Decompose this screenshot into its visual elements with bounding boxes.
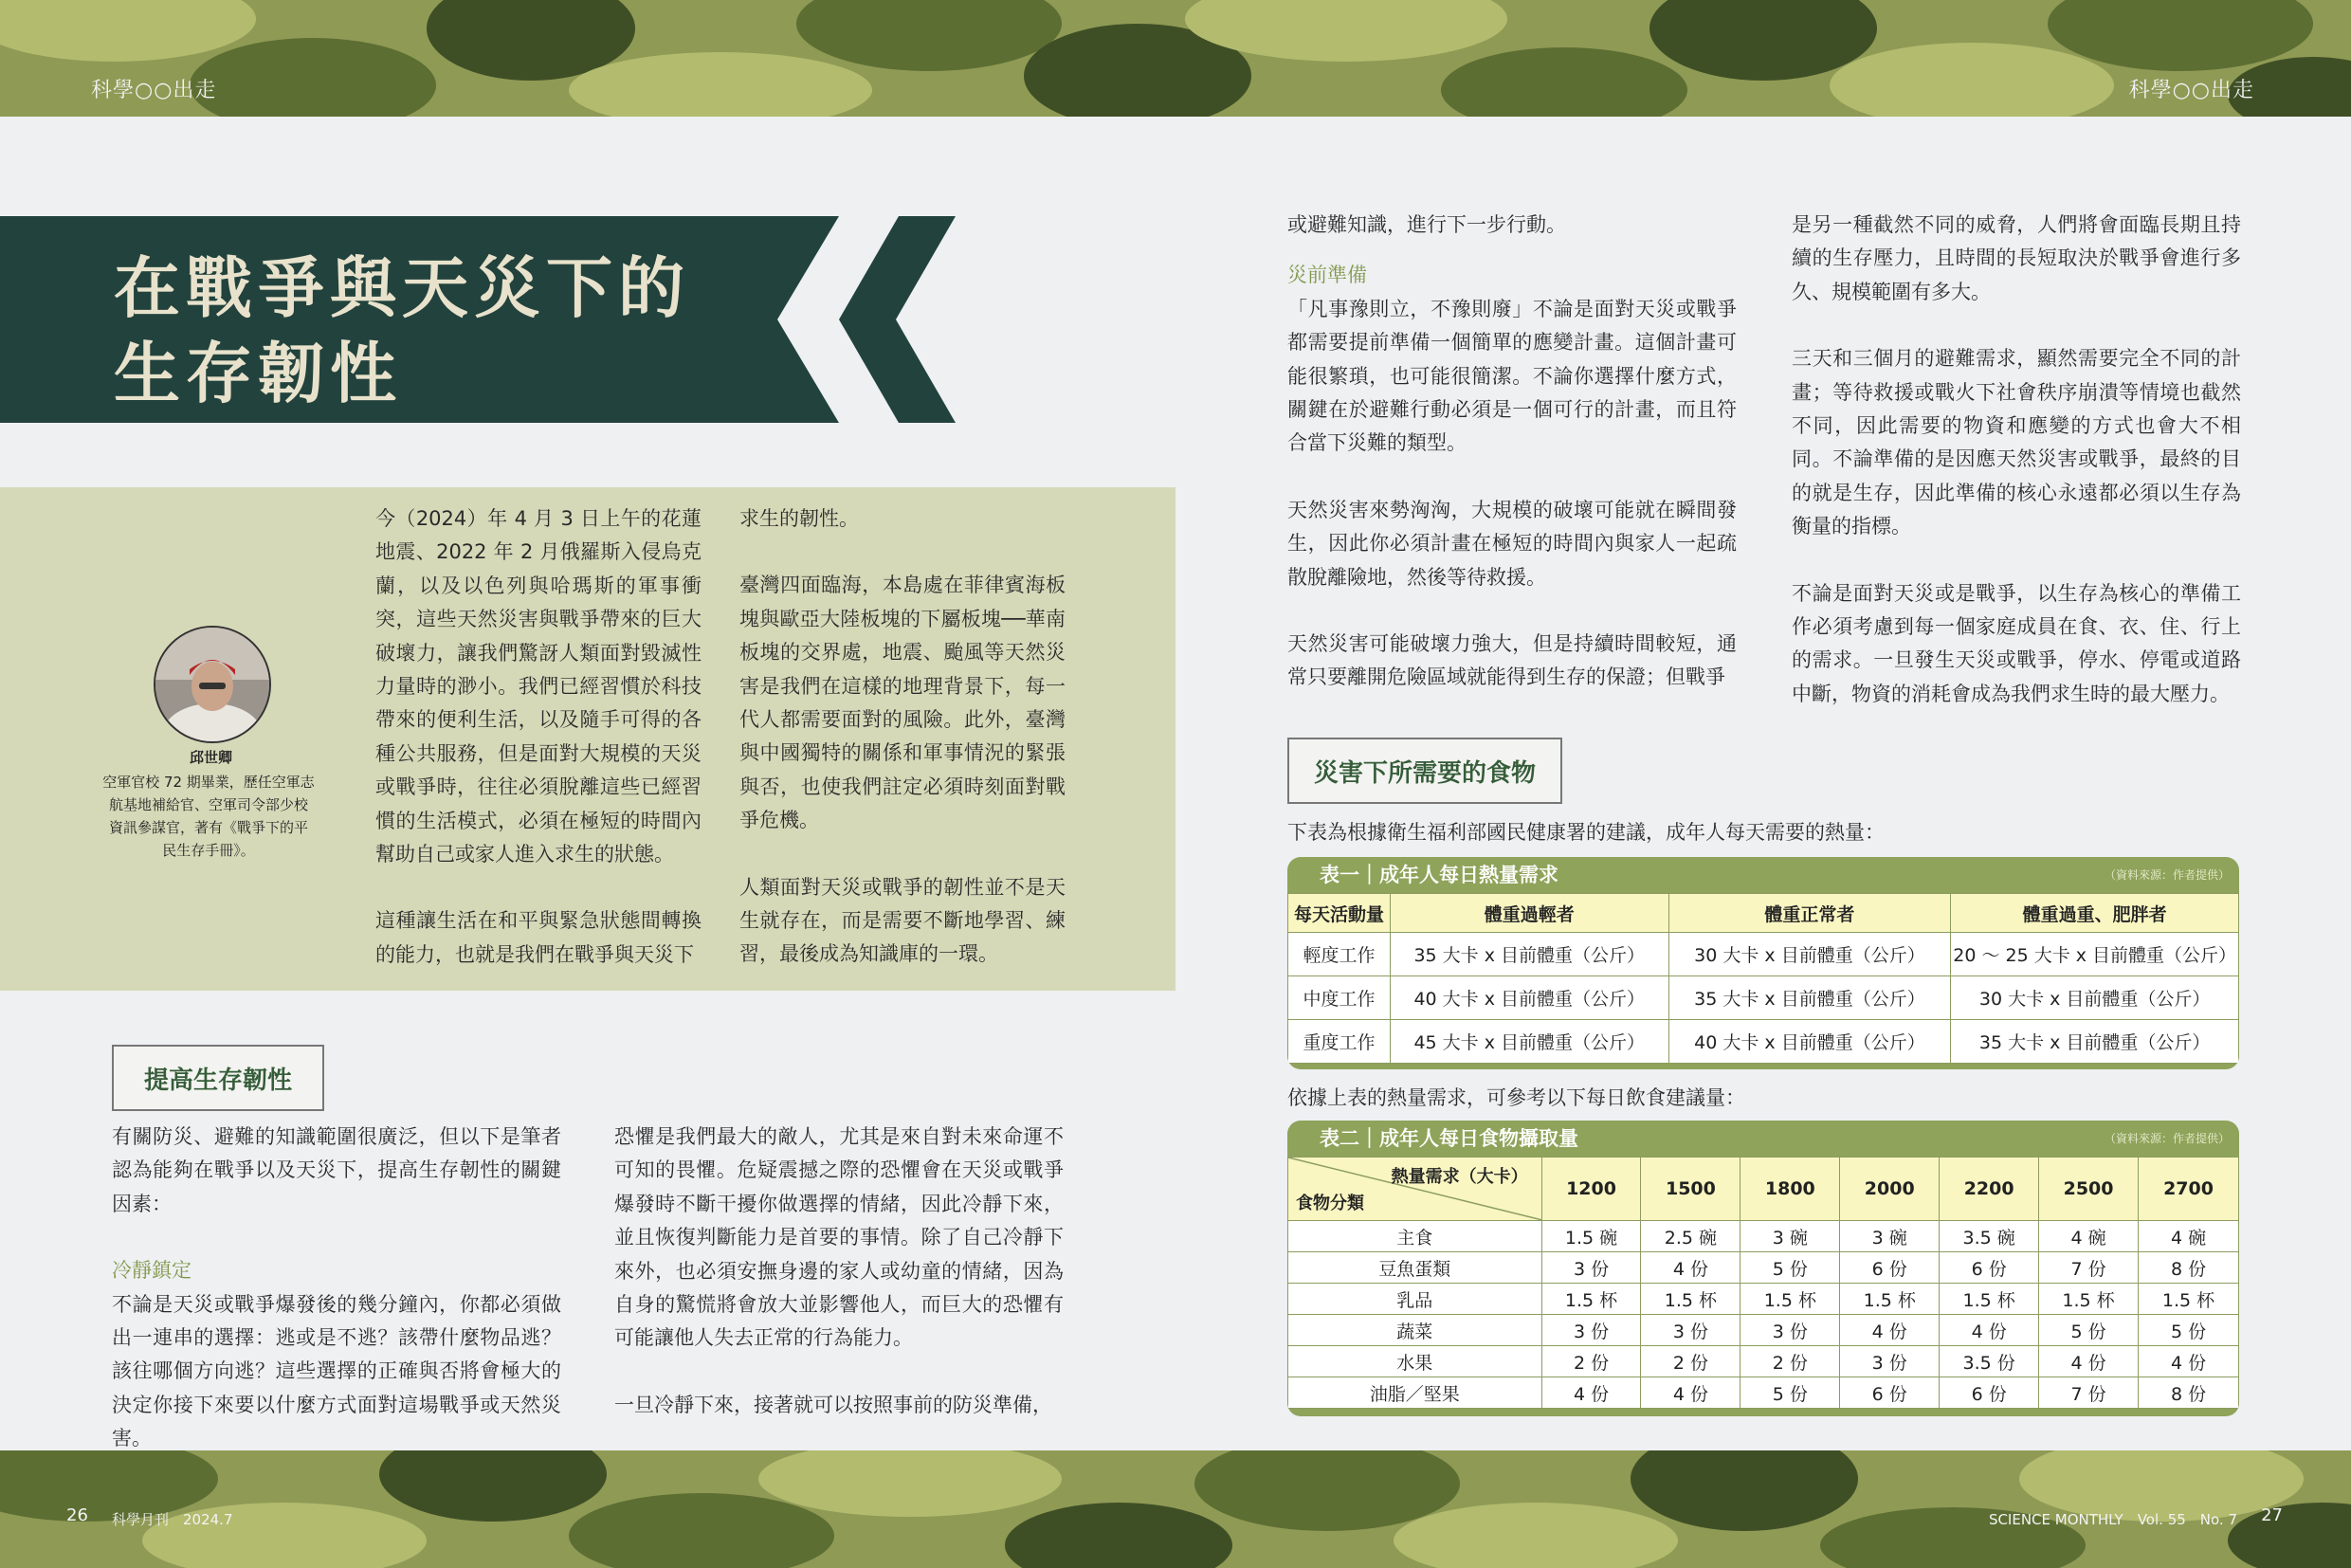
- table-header-cell: 2500: [2039, 1158, 2139, 1221]
- table-row: [1288, 1020, 2239, 1064]
- table-cell: 4 份: [1840, 1315, 1940, 1346]
- table-cell: 5 份: [1740, 1252, 1840, 1284]
- table-cell: 7 份: [2039, 1377, 2139, 1409]
- table-cell: 3 份: [1740, 1315, 1840, 1346]
- table-header-cell: 2200: [1940, 1158, 2039, 1221]
- title-line-2: 生存韌性: [114, 334, 402, 412]
- table-cell: 3.5 碗: [1940, 1221, 2039, 1252]
- corner-bottom-label: 食物分類: [1296, 1194, 1364, 1213]
- table-cell: 4 份: [2139, 1346, 2239, 1377]
- table-cell: 6 份: [1940, 1377, 2039, 1409]
- table-cell: 3 份: [1541, 1252, 1641, 1284]
- table-header-cell: 體重過重、肥胖者: [1951, 894, 2239, 933]
- table1-title: [1287, 857, 2239, 893]
- table2-title: [1287, 1121, 2239, 1157]
- table-row: [1288, 1377, 2239, 1409]
- top-camo-band: [0, 0, 2351, 117]
- page-number-left: 26: [66, 1505, 88, 1525]
- table-cell: 30 大卡 x 目前體重（公斤）: [1668, 933, 1951, 976]
- right-column-2: [1792, 209, 2241, 711]
- table-header-row: [1288, 1158, 2239, 1221]
- table-cell: 2 份: [1740, 1346, 1840, 1377]
- table-header-cell: 2700: [2139, 1158, 2239, 1221]
- table-cell: 重度工作: [1288, 1020, 1391, 1064]
- table-cell: 2.5 碗: [1641, 1221, 1740, 1252]
- table-cell: 40 大卡 x 目前體重（公斤）: [1390, 976, 1668, 1020]
- body-paragraph: 不論是天災或戰爭爆發後的幾分鐘內，你都必須做出一連串的選擇：逃或是不逃？該帶什麼物品逃？該往哪個方向逃？這些選擇的正確與否將會極大的決定你接下來要以什麼方式面對這場戰爭或天然災害。: [112, 1292, 561, 1450]
- table-cell: 3.5 份: [1940, 1346, 2039, 1377]
- table-cell: 輕度工作: [1288, 933, 1391, 976]
- table-cell: 4 碗: [2139, 1221, 2239, 1252]
- table-cell: 1.5 杯: [1641, 1284, 1740, 1315]
- table-cell: 4 份: [2039, 1346, 2139, 1377]
- body-paragraph: 天然災害來勢洶洶，大規模的破壞可能就在瞬間發生，因此你必須計畫在極短的時間內與家人一起疏散脫離險地，然後等待救援。: [1287, 498, 1737, 589]
- body-paragraph: 三天和三個月的避難需求，顯然需要完全不同的計畫；等待救援或戰火下社會秩序崩潰等情境也截然不同，因此需要的物資和應變的方式也會大不相同。不論準備的是因應天然災害或戰爭，最終的目的就是生存，因此準備的核心永遠都必須以生存為衡量的指標。: [1792, 347, 2241, 538]
- title-line-1: 在戰爭與天災下的: [114, 248, 690, 327]
- table-row: [1288, 1284, 2239, 1315]
- body-paragraph: 一旦冷靜下來，接著就可以按照事前的防災準備，: [614, 1393, 1052, 1416]
- table-cell: 主食: [1288, 1221, 1542, 1252]
- table-cell: 1.5 杯: [2139, 1284, 2239, 1315]
- table-cell: 4 份: [1940, 1315, 2039, 1346]
- table-cell: 1.5 碗: [1541, 1221, 1641, 1252]
- table-cell: 45 大卡 x 目前體重（公斤）: [1390, 1020, 1668, 1064]
- table-cell: 7 份: [2039, 1252, 2139, 1284]
- table-row: [1288, 1346, 2239, 1377]
- subheading-preparation: 災前準備: [1287, 264, 1367, 287]
- table-cell: 1.5 杯: [2039, 1284, 2139, 1315]
- corner-top-label: 熱量需求（大卡）: [1391, 1167, 1528, 1187]
- footer-left-title: 科學月刊 2024.7: [112, 1511, 233, 1528]
- section-heading-resilience: 提高生存韌性: [112, 1045, 324, 1111]
- table-row: [1288, 1252, 2239, 1284]
- author-name: 邱世卿: [190, 749, 233, 766]
- body-paragraph: 或避難知識，進行下一步行動。: [1287, 213, 1566, 236]
- section1-column-2: [614, 1121, 1064, 1422]
- table-cell: 2 份: [1641, 1346, 1740, 1377]
- intro-paragraph: 人類面對天災或戰爭的韌性並不是天生就存在，而是需要不斷地學習、練習，最後成為知識庫的一環。: [739, 875, 1066, 966]
- right-column-1: [1287, 209, 1737, 695]
- table-cell: 6 份: [1840, 1377, 1940, 1409]
- table-cell: 8 份: [2139, 1377, 2239, 1409]
- table-cell: 35 大卡 x 目前體重（公斤）: [1668, 976, 1951, 1020]
- table-header-cell: 1800: [1740, 1158, 1840, 1221]
- table-cell: 油脂／堅果: [1288, 1377, 1542, 1409]
- page-number-right: 27: [2261, 1505, 2283, 1525]
- table-row: [1288, 933, 2239, 976]
- table-cell: 豆魚蛋類: [1288, 1252, 1542, 1284]
- table-cell: 5 份: [2039, 1315, 2139, 1346]
- footer-right-title: SCIENCE MONTHLY Vol. 55 No. 7: [1988, 1511, 2237, 1528]
- table2-card: [1287, 1121, 2239, 1416]
- table-row: [1288, 976, 2239, 1020]
- table-cell: 6 份: [1940, 1252, 2039, 1284]
- table2-food-intake: [1287, 1157, 2239, 1409]
- header-left: 科學○○出走: [91, 79, 217, 102]
- body-paragraph: 天然災害可能破壞力強大，但是持續時間較短，通常只要離開危險區域就能得到生存的保證；但戰爭: [1287, 632, 1737, 689]
- table-corner-cell: [1288, 1158, 1542, 1221]
- table-cell: 5 份: [2139, 1315, 2239, 1346]
- table-cell: 1.5 杯: [1740, 1284, 1840, 1315]
- table-header-cell: 體重過輕者: [1390, 894, 1668, 933]
- table-cell: 4 份: [1541, 1377, 1641, 1409]
- intro-paragraph: 求生的韌性。: [739, 507, 859, 530]
- table1-source: （資料來源：作者提供）: [2104, 868, 2230, 882]
- table-cell: 40 大卡 x 目前體重（公斤）: [1668, 1020, 1951, 1064]
- table1-intro: 下表為根據衛生福利部國民健康署的建議，成年人每天需要的熱量：: [1287, 821, 1885, 844]
- table-cell: 乳品: [1288, 1284, 1542, 1315]
- body-paragraph: 是另一種截然不同的威脅，人們將會面臨長期且持續的生存壓力，且時間的長短取決於戰爭會進行多久、規模範圍有多大。: [1792, 213, 2241, 303]
- table2-intro: 依據上表的熱量需求，可參考以下每日飲食建議量：: [1287, 1086, 1745, 1109]
- table-cell: 1.5 杯: [1541, 1284, 1641, 1315]
- table-cell: 4 碗: [2039, 1221, 2139, 1252]
- author-avatar: [154, 626, 271, 743]
- table-header-cell: 2000: [1840, 1158, 1940, 1221]
- table-header-cell: 每天活動量: [1288, 894, 1391, 933]
- table-cell: 8 份: [2139, 1252, 2239, 1284]
- header-right: 科學○○出走: [2128, 79, 2254, 102]
- table1-card: [1287, 857, 2239, 1069]
- table-cell: 水果: [1288, 1346, 1542, 1377]
- body-paragraph: 「凡事豫則立，不豫則廢」不論是面對天災或戰爭都需要提前準備一個簡單的應變計畫。這個計畫可能很繁瑣，也可能很簡潔。不論你選擇什麼方式，關鍵在於避難行動必須是一個可行的計畫，而且符合當下災難的類型。: [1287, 297, 1737, 455]
- section1-column-1: [112, 1121, 561, 1456]
- table-row: [1288, 1221, 2239, 1252]
- table-header-cell: 1200: [1541, 1158, 1641, 1221]
- author-bio: 空軍官校 72 期畢業，歷任空軍志航基地補給官、空軍司令部少校資訊參謀官，著有《戰爭下的平民生存手冊》。: [102, 774, 315, 859]
- table-cell: 3 碗: [1840, 1221, 1940, 1252]
- intro-paragraph: 這種讓生活在和平與緊急狀態間轉換的能力，也就是我們在戰爭與天災下: [375, 909, 702, 966]
- body-paragraph: 有關防災、避難的知識範圍很廣泛，但以下是筆者認為能夠在戰爭以及天災下，提高生存韌性的關鍵因素：: [112, 1125, 561, 1215]
- body-paragraph: 不論是面對天災或是戰爭，以生存為核心的準備工作必須考慮到每一個家庭成員在食、衣、住、行上的需求。一旦發生天災或戰爭，停水、停電或道路中斷，物資的消耗會成為我們求生時的最大壓力。: [1792, 581, 2241, 705]
- table-cell: 6 份: [1840, 1252, 1940, 1284]
- table-header-cell: 體重正常者: [1668, 894, 1951, 933]
- table-cell: 3 份: [1641, 1315, 1740, 1346]
- table-row: [1288, 1315, 2239, 1346]
- table-cell: 1.5 杯: [1940, 1284, 2039, 1315]
- intro-paragraph: 今（2024）年 4 月 3 日上午的花蓮地震、2022 年 2 月俄羅斯入侵烏克蘭，以及以色列與哈瑪斯的軍事衝突，這些天然災害與戰爭帶來的巨大破壞力，讓我們驚訝人類面對毀滅性力量時的渺小。我們已經習慣於科技帶來的便利生活，以及隨手可得的各種公共服務，但是面對大規模的天災或戰爭時，往往必須脫離這些已經習慣的生活模式，必須在極短的時間內幫助自己或家人進入求生的狀態。: [375, 507, 702, 866]
- table-cell: 2 份: [1541, 1346, 1641, 1377]
- table-cell: 5 份: [1740, 1377, 1840, 1409]
- table1-title-text: 表一｜成年人每日熱量需求: [1320, 864, 1558, 886]
- subheading-calm: 冷靜鎮定: [112, 1259, 191, 1283]
- table-cell: 30 大卡 x 目前體重（公斤）: [1951, 976, 2239, 1020]
- table-cell: 35 大卡 x 目前體重（公斤）: [1951, 1020, 2239, 1064]
- table2-title-text: 表二｜成年人每日食物攝取量: [1320, 1127, 1578, 1150]
- title-banner: [0, 216, 957, 423]
- body-paragraph: 恐懼是我們最大的敵人，尤其是來自對未來命運不可知的畏懼。危疑震撼之際的恐懼會在天災或戰爭爆發時不斷干擾你做選擇的情緒，因此冷靜下來，並且恢復判斷能力是首要的事情。除了自己冷靜下來外，也必須安撫身邊的家人或幼童的情緒，因為自身的驚慌將會放大並影響他人，而巨大的恐懼有可能讓他人失去正常的行為能力。: [614, 1125, 1064, 1350]
- intro-column-1: [375, 502, 702, 972]
- table-cell: 35 大卡 x 目前體重（公斤）: [1390, 933, 1668, 976]
- author-photo-icon: [155, 628, 269, 741]
- camo-pattern-top: [0, 0, 2351, 117]
- table-header-cell: 1500: [1641, 1158, 1740, 1221]
- table-cell: 20 ～ 25 大卡 x 目前體重（公斤）: [1951, 933, 2239, 976]
- table-header-row: [1288, 894, 2239, 933]
- table-cell: 4 份: [1641, 1377, 1740, 1409]
- table-cell: 4 份: [1641, 1252, 1740, 1284]
- table-cell: 中度工作: [1288, 976, 1391, 1020]
- table-cell: 3 份: [1840, 1346, 1940, 1377]
- table-cell: 3 份: [1541, 1315, 1641, 1346]
- intro-paragraph: 臺灣四面臨海，本島處在菲律賓海板塊與歐亞大陸板塊的下屬板塊──華南板塊的交界處，地震、颱風等天然災害是我們在這樣的地理背景下，每一代人都需要面對的風險。此外，臺灣與中國獨特的關係和軍事情況的緊張與否，也使我們註定必須時刻面對戰爭危機。: [739, 574, 1066, 832]
- table1-calorie-needs: [1287, 893, 2239, 1064]
- section-heading-food: 災害下所需要的食物: [1287, 738, 1562, 804]
- table-cell: 1.5 杯: [1840, 1284, 1940, 1315]
- table-cell: 3 碗: [1740, 1221, 1840, 1252]
- bottom-camo-band: [0, 1450, 2351, 1568]
- table-cell: 蔬菜: [1288, 1315, 1542, 1346]
- table2-source: （資料來源：作者提供）: [2104, 1132, 2230, 1145]
- intro-column-2: [739, 502, 1066, 972]
